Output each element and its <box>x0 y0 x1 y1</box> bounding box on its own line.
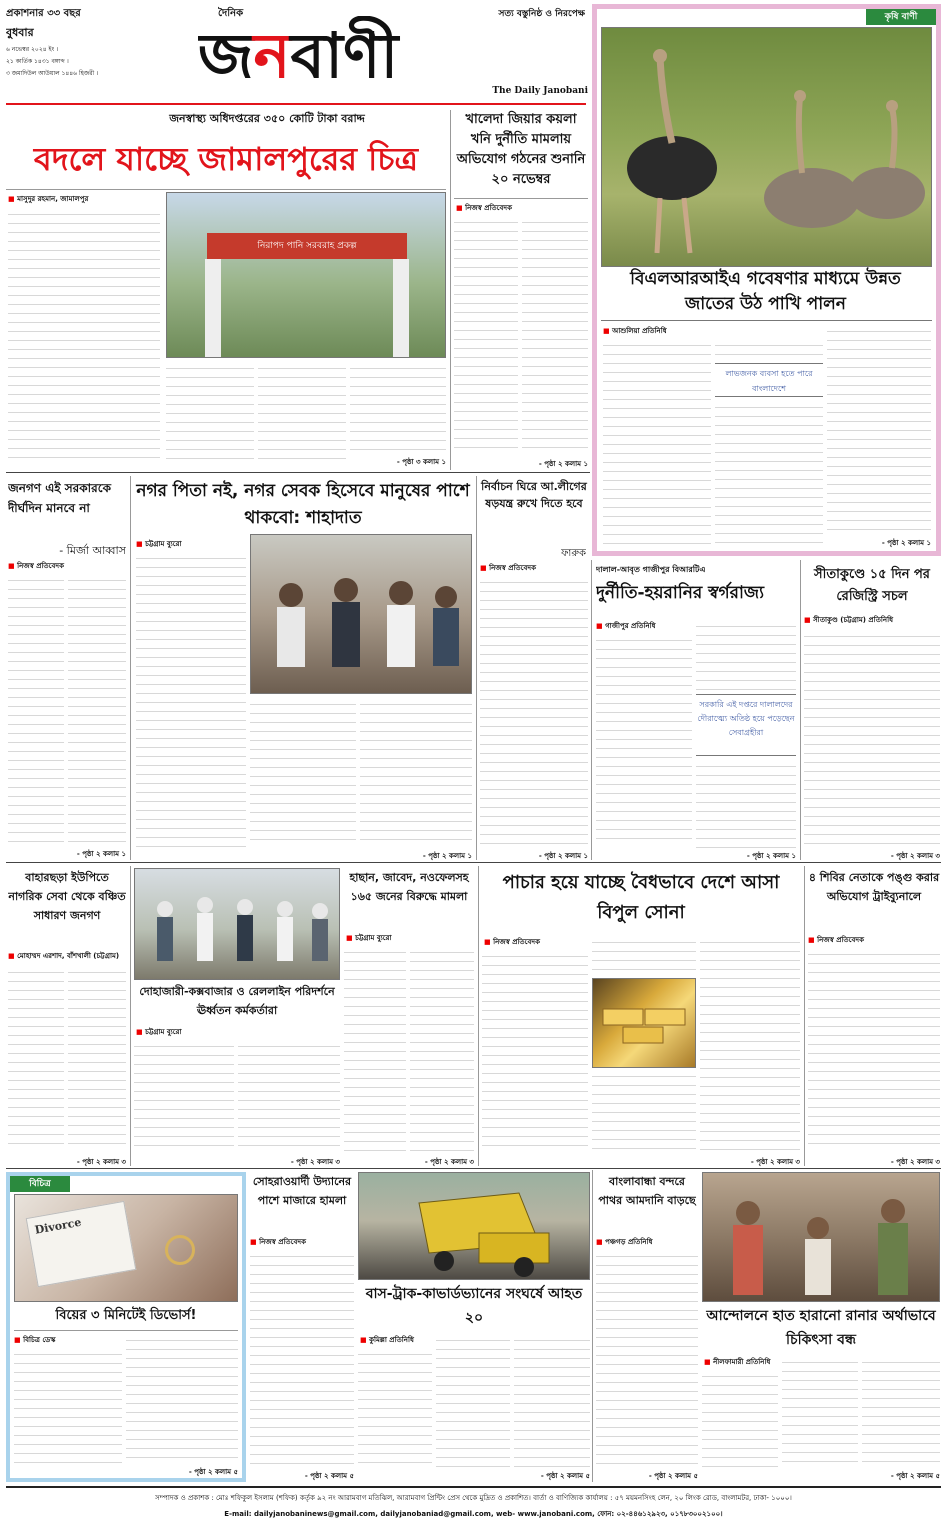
brta-continued: - পৃষ্ঠা ২ কলাম ১ <box>746 852 796 860</box>
bichitro-headline: বিয়ের ৩ মিনিটেই ডিভোর্স! <box>55 1308 197 1323</box>
mayor-body-col2 <box>250 698 356 848</box>
mayor-crowd-photo <box>250 534 472 694</box>
sitakunda-headline: সীতাকুণ্ডে ১৫ দিন পর রেজিস্ট্রি সচল <box>814 567 930 604</box>
krishi-body-col1 <box>603 339 711 549</box>
bahar-headline: বাহারছড়া ইউপিতে নাগরিক সেবা থেকে বঞ্চিত সাধারণ জনগণ <box>8 871 126 922</box>
lead-continued: - পৃষ্ঠা ৩ কলাম ১ <box>396 458 446 466</box>
date-hijri: ৩ জমাদিউল আউয়াল ১৪৪৬ হিজরী । <box>6 70 99 77</box>
gold-headline: পাচার হয়ে যাচ্ছে বৈধভাবে দেশে আসা বিপুল সোনা <box>502 872 780 923</box>
brta-body-col2-bottom <box>696 760 796 850</box>
date-english: ৬ নভেম্বর ২০২৪ ইং । <box>6 46 59 53</box>
daily-label: দৈনিক <box>218 8 244 19</box>
lead-gate-sign: নিরাপদ পানি সরবরাহ প্রকল্প <box>207 233 407 259</box>
khaleda-headline: খালেদা জিয়ার কয়লা খনি দুর্নীতি মামলায় অভিযোগ গঠনের শুনানি ২০ নভেম্বর <box>456 112 586 187</box>
stone-body <box>596 1250 698 1468</box>
bichitro-byline: ■ বিচিত্র ডেস্ক <box>14 1334 114 1346</box>
gold-continued: - পৃষ্ঠা ২ কলাম ৩ <box>750 1158 800 1166</box>
krishi-tag: কৃষি বাণী <box>866 9 936 25</box>
brta-kicker: দালাল-আবৃত গাজীপুর বিআরটিএ <box>596 565 706 574</box>
bichitro-tag: বিচিত্র <box>10 1176 70 1192</box>
lead-body-col4 <box>350 362 446 454</box>
bus-body-col1 <box>358 1348 432 1468</box>
krishi-continued: - পৃষ্ঠা ২ কলাম ১ <box>881 539 931 547</box>
divorce-paper <box>26 1201 137 1287</box>
lead-gate-pillar-right <box>393 259 409 358</box>
masthead-divider <box>6 103 586 105</box>
gold-bars-illustration <box>593 979 696 1068</box>
rana-body-col3 <box>862 1356 940 1468</box>
tribunal-continued: - পৃষ্ঠা ২ কলাম ৩ <box>890 1158 940 1166</box>
gold-tribunal-divider <box>804 866 805 1166</box>
election-body-col1 <box>480 576 588 846</box>
divorce-paper-label: Divorce <box>33 1215 83 1237</box>
brta-pullquote: সরকারি এই দপ্তরে দালালদের দৌরাত্ম্যে অতিষ্ঠ হয়ে পড়েছেন সেবাগ্রহীরা <box>696 694 796 756</box>
brta-body-col2-top <box>696 620 796 692</box>
brta-sitakunda-divider <box>800 560 801 860</box>
tribunal-headline: ৪ শিবির নেতাকে পঙ্গু করার অভিযোগ ট্রাইব্যুনালে <box>808 871 940 903</box>
lead-rule <box>6 189 446 190</box>
mirza-continued: - পৃষ্ঠা ২ কলাম ১ <box>76 850 126 858</box>
election-continued: - পৃষ্ঠা ২ কলাম ১ <box>538 852 588 860</box>
ostrich-photo <box>601 27 932 267</box>
rana-byline: ■ নীলফামারী প্রতিনিধি <box>704 1356 814 1368</box>
ring-icon <box>165 1235 195 1265</box>
lead-gate-pillar-left <box>205 259 221 358</box>
bichitro-body-col1 <box>14 1348 122 1464</box>
stone-continued: - পৃষ্ঠা ২ কলাম ৫ <box>648 1472 698 1480</box>
footer-imprint: সম্পাদক ও প্রকাশক : মোঃ শফিকুল ইসলাম (শফিক) কর্তৃক ৯২ নং আরামবাগ মতিঝিল, আরামবাগ প্রিন্টিং প্রেস থেকে মুদ্রিত ও প্রকাশিত। বার্তা ও বাণিজ্যিক কার্যালয় : ৫৭ ময়মনসিংহ লেন, ২০ লিংক রোড, বাংলামটর, ঢাকা- ১০০০। <box>155 1494 792 1502</box>
lead-byline: ■ মাসুদুর রহমান, জামালপুর <box>8 193 158 205</box>
krishi-body-col2 <box>715 339 823 361</box>
date-bangla: ২১ কার্তিক ১৪৩১ বঙ্গাব্দ । <box>6 58 69 65</box>
bus-byline: ■ কুমিল্লা প্রতিনিধি <box>360 1334 470 1346</box>
gold-byline: ■ নিজস্ব প্রতিবেদক <box>484 936 594 948</box>
sitakunda-byline: ■ সীতাকুণ্ড (চট্টগ্রাম) প্রতিনিধি <box>804 614 940 626</box>
mayor-crowd-illustration <box>251 535 472 694</box>
khaleda-byline: ■ নিজস্ব প্রতিবেদক <box>456 202 586 214</box>
mirza-body-col1 <box>8 574 64 844</box>
bus-body-col3 <box>514 1334 590 1468</box>
krishi-rule <box>601 320 932 321</box>
lead-gate-photo <box>166 192 446 358</box>
bahar-body-col1 <box>8 966 64 1152</box>
brta-headline: দুর্নীতি-হয়রানির স্বর্গরাজ্য <box>596 583 765 603</box>
hasan-headline: হাছান, জাবেদ, নওফেলসহ ১৬৫ জনের বিরুদ্ধে মামলা <box>349 871 469 903</box>
rail-byline: ■ চট্টগ্রাম ব্যুরো <box>136 1026 246 1038</box>
rana-photo <box>702 1172 940 1302</box>
weekday: বুধবার <box>6 26 34 39</box>
mayor-continued: - পৃষ্ঠা ২ কলাম ১ <box>422 852 472 860</box>
lead-body-col3 <box>258 362 346 462</box>
bahar-body-col2 <box>68 966 126 1152</box>
rail-body-col2 <box>238 1040 340 1154</box>
bichitro-continued: - পৃষ্ঠা ২ কলাম ৫ <box>188 1468 238 1476</box>
khaleda-continued: - পৃষ্ঠা ২ কলাম ১ <box>538 460 588 468</box>
election-headline: নির্বাচন ঘিরে আ.লীগের ষড়যন্ত্র রুখে দিতে হবে <box>481 480 587 510</box>
masthead <box>0 0 590 108</box>
mazar-body-col1 <box>250 1250 354 1468</box>
logo-letter-na: ন <box>253 19 291 92</box>
mayor-body-col1 <box>136 552 246 848</box>
rana-family-illustration <box>703 1173 940 1302</box>
newspaper-logo <box>198 16 588 96</box>
stone-byline: ■ পঞ্চগড় প্রতিনিধি <box>596 1236 698 1248</box>
gold-body-col2-bottom <box>592 1070 696 1152</box>
ostrich-illustration <box>602 28 932 267</box>
sitakunda-body <box>804 630 940 848</box>
bahar-continued: - পৃষ্ঠা ২ কলাম ৩ <box>76 1158 126 1166</box>
lead-body-col2 <box>166 362 254 462</box>
publication-years: প্রকাশনার ৩৩ বছর <box>6 8 81 19</box>
lead-khaleda-divider <box>450 110 451 470</box>
krishi-body-col2b <box>715 401 823 549</box>
hasan-body-col1 <box>344 946 406 1154</box>
section-divider-3 <box>6 1168 941 1169</box>
mazar-byline: ■ নিজস্ব প্রতিবেদক <box>250 1236 354 1248</box>
lead-headline: বদলে যাচ্ছে জামালপুরের চিত্র <box>33 140 419 178</box>
mirza-byline: ■ নিজস্ব প্রতিবেদক <box>8 560 126 572</box>
gold-bars-photo <box>592 978 696 1068</box>
election-brta-divider <box>591 560 592 860</box>
hasan-byline: ■ চট্টগ্রাম ব্যুরো <box>346 932 472 944</box>
tribunal-byline: ■ নিজস্ব প্রতিবেদক <box>808 934 940 946</box>
stone-headline: বাংলাবান্ধা বন্দরে পাথর আমদানি বাড়ছে <box>598 1175 696 1207</box>
bus-headline: বাস-ট্রাক-কাভার্ডভ্যানের সংঘর্ষে আহত ২০ <box>365 1286 583 1326</box>
footer-contact: E-mail: dailyjanobaninews@gmail.com, dailyjanobaniad@gmail.com, web- www.janobani.com, ফোন: ০২-৪৪৬১২৯২৩, ০১৭৮৩০০২১০০। <box>224 1510 723 1518</box>
logo-letters-bani: বাণী <box>290 19 399 92</box>
bus-stone-divider <box>592 1170 593 1482</box>
rail-people-illustration <box>135 869 340 980</box>
krishi-body-col3 <box>827 325 931 535</box>
lead-kicker: জনস্বাস্থ্য অধিদপ্তরের ৩৫০ কোটি টাকা বরাদ্দ <box>169 112 365 125</box>
truck-illustration <box>359 1173 590 1280</box>
khaleda-body-col1 <box>454 216 518 456</box>
krishi-headline: বিএলআরআইএ গবেষণার মাধ্যমে উন্নত জাতের উঠ পাখি পালন <box>603 267 928 319</box>
section-divider-2 <box>6 862 941 863</box>
mirza-headline: জনগণ এই সরকারকে দীর্ঘদিন মানবে না <box>8 481 111 515</box>
khaleda-body-col2 <box>522 216 588 456</box>
bus-crash-photo <box>358 1172 590 1280</box>
english-subtitle: The Daily Janobani <box>492 86 588 96</box>
gold-body-col1 <box>482 950 588 1152</box>
krishi-bani-box <box>592 4 941 556</box>
mayor-byline: ■ চট্টগ্রাম ব্যুরো <box>136 538 246 550</box>
bichitro-rule <box>14 1330 238 1331</box>
mirza-attribution: - মির্জা আব্বাস <box>59 544 126 557</box>
sitakunda-continued: - পৃষ্ঠা ২ কলাম ৩ <box>890 852 940 860</box>
bus-continued: - পৃষ্ঠা ২ কলাম ৫ <box>540 1472 590 1480</box>
divorce-photo <box>14 1194 238 1302</box>
gold-body-col2-top <box>592 936 696 976</box>
logo-letter-ja: জ <box>198 19 254 92</box>
bahar-rail-divider <box>130 866 131 1166</box>
krishi-byline: ■ আশুলিয়া প্রতিনিধি <box>603 325 753 337</box>
rana-body-col1 <box>702 1370 778 1468</box>
hasan-body-col2 <box>410 946 474 1154</box>
rana-continued: - পৃষ্ঠা ২ কলাম ৫ <box>890 1472 940 1480</box>
election-byline: ■ নিজস্ব প্রতিবেদক <box>480 562 588 574</box>
mirza-mayor-divider <box>130 476 131 860</box>
brta-byline: ■ গাজীপুর প্রতিনিধি <box>596 620 696 632</box>
mayor-election-divider <box>476 476 477 860</box>
bahar-byline: ■ মোহাম্মদ এরশাদ, বাঁশখালী (চট্টগ্রাম) <box>8 950 126 962</box>
lead-body-col1 <box>8 208 160 462</box>
rail-continued: - পৃষ্ঠা ২ কলাম ৩ <box>290 1158 340 1166</box>
footer-top-rule <box>6 1486 941 1488</box>
gold-body-col3 <box>700 936 800 1152</box>
hasan-gold-divider <box>478 866 479 1166</box>
bichitro-body-col2 <box>126 1334 238 1464</box>
mirza-body-col2 <box>68 574 126 844</box>
mayor-body-col3 <box>360 698 472 848</box>
tribunal-body <box>808 948 940 1152</box>
slogan: সত্য বস্তুনিষ্ঠ ও নিরপেক্ষ <box>498 9 585 19</box>
election-attribution: ফারুক <box>561 548 586 559</box>
rail-headline: দোহাজারী-কক্সবাজার ও রেললাইন পরিদর্শনে ঊর্ধ্বতন কর্মকর্তারা <box>139 985 335 1017</box>
bus-body-col2 <box>436 1334 510 1468</box>
krishi-pullquote: লাভজনক ব্যবসা হতে পারে বাংলাদেশে <box>715 363 823 397</box>
bichitro-box <box>6 1172 246 1482</box>
khaleda-rule <box>454 198 588 199</box>
hasan-continued: - পৃষ্ঠা ২ কলাম ৩ <box>424 1158 474 1166</box>
mayor-headline: নগর পিতা নই, নগর সেবক হিসেবে মানুষের পাশে থাকবো: শাহাদাত <box>136 481 470 528</box>
rail-inspection-photo <box>134 868 340 980</box>
rana-body-col2 <box>782 1356 858 1468</box>
mazar-continued: - পৃষ্ঠা ২ কলাম ৫ <box>304 1472 354 1480</box>
mazar-headline: সোহরাওয়ার্দী উদ্যানের পাশে মাজারে হামলা <box>252 1175 352 1207</box>
rana-headline: আন্দোলনে হাত হারানো রানার অর্থাভাবে চিকিৎসা বন্ধ <box>706 1308 936 1348</box>
rail-body-col1 <box>134 1040 234 1154</box>
brta-body-col1 <box>596 634 692 846</box>
section-divider-1 <box>6 472 590 473</box>
